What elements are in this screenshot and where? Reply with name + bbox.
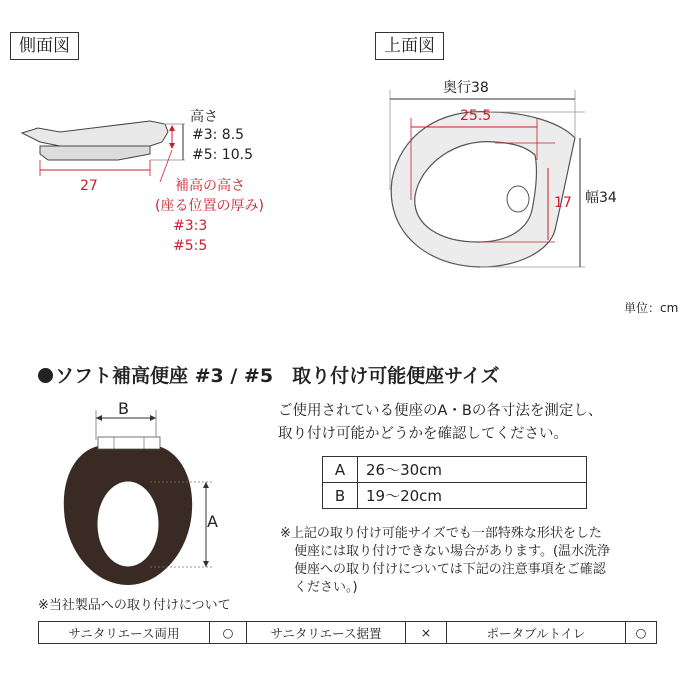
height-title: 高さ: [190, 109, 218, 125]
width-label: 幅34: [585, 190, 617, 206]
compat-item-mark: ○: [626, 622, 657, 644]
pad-3: #3:3: [173, 218, 208, 234]
table-row: [323, 483, 587, 509]
note-line-1: ※上記の取り付け可能サイズでも一部特殊な形状をした: [280, 526, 602, 541]
inner-width-label: 17: [554, 195, 572, 211]
side-view-drawing: [22, 121, 185, 182]
side-view-label: 側面図: [10, 32, 79, 60]
compat-item-name: サニタリエース据置: [247, 622, 406, 644]
fit-note: [280, 525, 610, 597]
diagram-a-label: A: [207, 512, 218, 531]
compat-item-mark: ×: [406, 622, 447, 644]
pad-5: #5:5: [173, 238, 208, 254]
height-3: #3: 8.5: [192, 127, 245, 143]
pad-note-2: (座る位置の厚み): [155, 198, 264, 214]
section-title-text: ソフト補高便座 #3 / #5 取り付け可能便座サイズ: [55, 365, 500, 387]
instruction-line-2: 取り付け可能かどうかを確認してください。: [278, 426, 568, 442]
seat-size-diagram: [64, 410, 212, 585]
note-line-3: 便座への取り付けについては下記の注意事項をご確認: [294, 562, 606, 577]
unit-note: 単位：cm: [624, 301, 679, 315]
note-line-2: 便座には取り付けできない場合があります。(温水洗浄: [294, 544, 611, 559]
depth-label: 奥行38: [443, 80, 489, 96]
size-value: 26〜30cm: [358, 457, 587, 483]
top-view-label: 上面図: [375, 32, 444, 60]
instruction-text: [278, 400, 602, 446]
bullet-icon: [38, 368, 53, 383]
section-title: [38, 361, 500, 388]
size-value: 19〜20cm: [358, 483, 587, 509]
size-key: B: [323, 483, 358, 509]
note-line-4: ください。): [294, 580, 358, 595]
table-row: [39, 622, 657, 644]
size-key: A: [323, 457, 358, 483]
pad-note-1: 補高の高さ: [175, 178, 245, 194]
table-row: [323, 457, 587, 483]
length-label: 27: [80, 178, 98, 194]
compat-item-name: サニタリエース両用: [39, 622, 210, 644]
instruction-line-1: ご使用されている便座のA・Bの各寸法を測定し、: [278, 403, 603, 419]
compat-item-name: ポータブルトイレ: [447, 622, 626, 644]
diagram-b-label: B: [118, 399, 129, 418]
height-5: #5: 10.5: [192, 147, 253, 163]
compat-table: [38, 621, 657, 644]
size-table: [322, 456, 587, 509]
compat-item-mark: ○: [210, 622, 247, 644]
compat-title: ※当社製品への取り付けについて: [38, 598, 231, 613]
inner-length-label: 25.5: [460, 108, 492, 124]
